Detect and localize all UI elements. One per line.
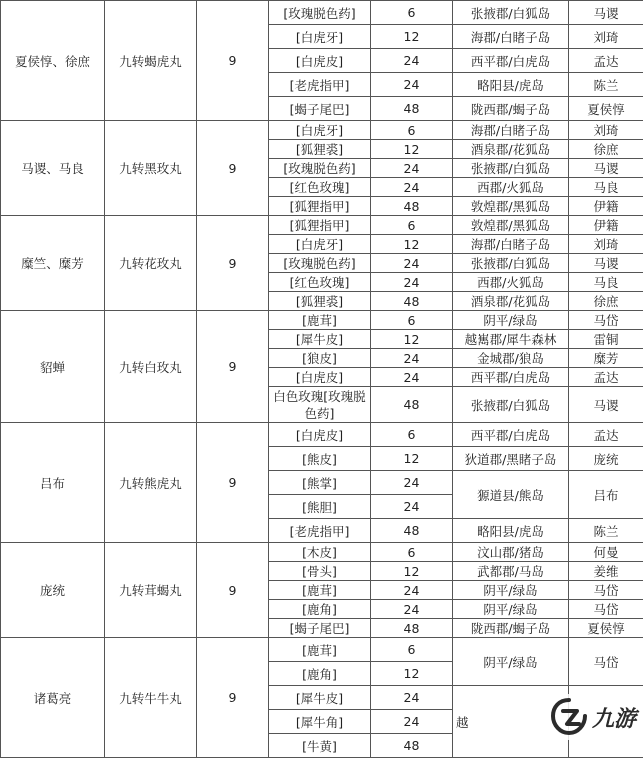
- material-qty: 48: [371, 97, 453, 121]
- material-npc: 陈兰: [569, 73, 643, 97]
- material-place: 酒泉郡/花狐岛: [453, 140, 569, 159]
- table-row: [1, 311, 643, 330]
- material-item: [白虎皮]: [269, 49, 371, 73]
- material-qty: 12: [371, 562, 453, 581]
- material-qty: 48: [371, 734, 453, 758]
- material-place: 狄道郡/黑睹子岛: [453, 447, 569, 471]
- material-place: 阴平/绿岛: [453, 638, 569, 686]
- material-npc: 孟达: [569, 368, 643, 387]
- watermark: [549, 694, 641, 740]
- material-npc: 伊籍: [569, 197, 643, 216]
- material-item: [红色玫瑰]: [269, 273, 371, 292]
- material-qty: 48: [371, 292, 453, 311]
- material-place: 酒泉郡/花狐岛: [453, 292, 569, 311]
- material-npc: 马谡: [569, 387, 643, 423]
- pill-name: 九转熊虎丸: [105, 423, 197, 543]
- material-place: 金城郡/狼岛: [453, 349, 569, 368]
- material-place: 西郡/火狐岛: [453, 273, 569, 292]
- material-place: 敦煌郡/黑狐岛: [453, 216, 569, 235]
- material-qty: 6: [371, 311, 453, 330]
- material-qty: 6: [371, 1, 453, 25]
- material-qty: 24: [371, 710, 453, 734]
- material-qty: 24: [371, 581, 453, 600]
- material-qty: 6: [371, 216, 453, 235]
- table-row: [1, 423, 643, 447]
- table-row: [1, 121, 643, 140]
- material-npc: 刘琦: [569, 25, 643, 49]
- material-qty: 24: [371, 159, 453, 178]
- material-place: 汶山郡/猪岛: [453, 543, 569, 562]
- material-item: [老虎指甲]: [269, 73, 371, 97]
- material-qty: 48: [371, 387, 453, 423]
- material-item: [熊皮]: [269, 447, 371, 471]
- material-npc: 夏侯惇: [569, 97, 643, 121]
- material-qty: 48: [371, 197, 453, 216]
- material-qty: 12: [371, 662, 453, 686]
- material-place: 陇西郡/蝎子岛: [453, 619, 569, 638]
- material-npc: 刘琦: [569, 235, 643, 254]
- material-qty: 6: [371, 121, 453, 140]
- material-place: 敦煌郡/黑狐岛: [453, 197, 569, 216]
- hero-names: 貂蝉: [1, 311, 105, 423]
- hero-names: 糜竺、糜芳: [1, 216, 105, 311]
- jiuyou-logo-icon: [549, 697, 589, 737]
- material-qty: 6: [371, 543, 453, 562]
- material-qty: 24: [371, 600, 453, 619]
- material-npc: 夏侯惇: [569, 619, 643, 638]
- material-npc: 姜维: [569, 562, 643, 581]
- material-npc: 孟达: [569, 49, 643, 73]
- material-item: [白虎牙]: [269, 25, 371, 49]
- watermark-text: 九游: [592, 702, 636, 733]
- pill-level: 9: [197, 1, 269, 121]
- table-row: [1, 216, 643, 235]
- material-place: 略阳县/虎岛: [453, 73, 569, 97]
- material-place: 阴平/绿岛: [453, 311, 569, 330]
- material-place: 海郡/白睹子岛: [453, 121, 569, 140]
- material-item: [犀牛皮]: [269, 330, 371, 349]
- material-qty: 24: [371, 349, 453, 368]
- material-qty: 24: [371, 495, 453, 519]
- material-npc: 伊籍: [569, 216, 643, 235]
- material-qty: 24: [371, 686, 453, 710]
- pill-level: 9: [197, 311, 269, 423]
- material-qty: 24: [371, 254, 453, 273]
- pill-name: 九转茸蝎丸: [105, 543, 197, 638]
- material-npc: 马谡: [569, 159, 643, 178]
- material-item: [白虎皮]: [269, 423, 371, 447]
- material-item: [白虎牙]: [269, 121, 371, 140]
- material-npc: 马岱: [569, 638, 643, 686]
- material-qty: 6: [371, 423, 453, 447]
- material-npc: 徐庶: [569, 292, 643, 311]
- material-item: [狐狸裘]: [269, 292, 371, 311]
- material-place: 陇西郡/蝎子岛: [453, 97, 569, 121]
- material-qty: 12: [371, 330, 453, 349]
- material-npc: 徐庶: [569, 140, 643, 159]
- material-item: [鹿角]: [269, 662, 371, 686]
- material-place: 西平郡/白虎岛: [453, 49, 569, 73]
- material-item: [玫瑰脱色药]: [269, 159, 371, 178]
- material-npc: 何曼: [569, 543, 643, 562]
- table-row: [1, 638, 643, 662]
- material-item: [鹿茸]: [269, 638, 371, 662]
- material-item: [牛黄]: [269, 734, 371, 758]
- material-item: 白色玫瑰[玫瑰脱色药]: [269, 387, 371, 423]
- pill-name: 九转白玫丸: [105, 311, 197, 423]
- material-qty: 12: [371, 235, 453, 254]
- material-place: 张掖郡/白狐岛: [453, 387, 569, 423]
- material-qty: 24: [371, 178, 453, 197]
- hero-names: 庞统: [1, 543, 105, 638]
- material-npc: 马岱: [569, 311, 643, 330]
- material-item: [白虎皮]: [269, 368, 371, 387]
- material-qty: 12: [371, 25, 453, 49]
- material-qty: 12: [371, 140, 453, 159]
- material-qty: 24: [371, 471, 453, 495]
- material-item: [狐狸指甲]: [269, 197, 371, 216]
- material-npc: 马良: [569, 273, 643, 292]
- material-qty: 24: [371, 273, 453, 292]
- pill-level: 9: [197, 638, 269, 758]
- material-place: 张掖郡/白狐岛: [453, 254, 569, 273]
- material-item: [鹿茸]: [269, 311, 371, 330]
- material-npc: 马谡: [569, 254, 643, 273]
- material-npc: 吕布: [569, 471, 643, 519]
- hero-names: 马谡、马良: [1, 121, 105, 216]
- material-qty: 24: [371, 368, 453, 387]
- material-item: [熊掌]: [269, 471, 371, 495]
- material-place: 西郡/火狐岛: [453, 178, 569, 197]
- material-qty: 24: [371, 73, 453, 97]
- table-row: [1, 1, 643, 25]
- material-place: 海郡/白睹子岛: [453, 25, 569, 49]
- pill-name: 九转黑玫丸: [105, 121, 197, 216]
- material-item: [蝎子尾巴]: [269, 97, 371, 121]
- material-place: 西平郡/白虎岛: [453, 368, 569, 387]
- material-item: [狼皮]: [269, 349, 371, 368]
- material-item: [狐狸指甲]: [269, 216, 371, 235]
- material-place: 张掖郡/白狐岛: [453, 1, 569, 25]
- pill-level: 9: [197, 121, 269, 216]
- material-place: 阴平/绿岛: [453, 600, 569, 619]
- material-place: 阴平/绿岛: [453, 581, 569, 600]
- material-npc: 陈兰: [569, 519, 643, 543]
- pill-level: 9: [197, 423, 269, 543]
- material-place: 武都郡/马岛: [453, 562, 569, 581]
- pill-name: 九转蝎虎丸: [105, 1, 197, 121]
- material-item: [老虎指甲]: [269, 519, 371, 543]
- material-item: [犀牛角]: [269, 710, 371, 734]
- material-npc: 马岱: [569, 581, 643, 600]
- pill-level: 9: [197, 216, 269, 311]
- material-place: 越: [453, 686, 569, 758]
- material-item: [狐狸裘]: [269, 140, 371, 159]
- hero-names: 诸葛亮: [1, 638, 105, 758]
- material-item: [白虎牙]: [269, 235, 371, 254]
- material-npc: 马谡: [569, 1, 643, 25]
- material-npc: 马岱: [569, 600, 643, 619]
- material-item: [鹿茸]: [269, 581, 371, 600]
- material-item: [玫瑰脱色药]: [269, 1, 371, 25]
- material-item: [鹿角]: [269, 600, 371, 619]
- table-row: [1, 543, 643, 562]
- material-item: [木皮]: [269, 543, 371, 562]
- material-qty: 6: [371, 638, 453, 662]
- material-place: 獂道县/熊岛: [453, 471, 569, 519]
- material-npc: 雷铜: [569, 330, 643, 349]
- material-npc: 马良: [569, 178, 643, 197]
- material-place: 越嶲郡/犀牛森林: [453, 330, 569, 349]
- material-qty: 24: [371, 49, 453, 73]
- hero-names: 夏侯惇、徐庶: [1, 1, 105, 121]
- material-item: [熊胆]: [269, 495, 371, 519]
- material-item: [红色玫瑰]: [269, 178, 371, 197]
- material-npc: 孟达: [569, 423, 643, 447]
- material-item: [蝎子尾巴]: [269, 619, 371, 638]
- pill-name: 九转牛牛丸: [105, 638, 197, 758]
- material-qty: 48: [371, 519, 453, 543]
- material-item: [骨头]: [269, 562, 371, 581]
- material-item: [犀牛皮]: [269, 686, 371, 710]
- material-place: 海郡/白睹子岛: [453, 235, 569, 254]
- material-npc: 刘琦: [569, 121, 643, 140]
- pill-level: 9: [197, 543, 269, 638]
- material-place: 西平郡/白虎岛: [453, 423, 569, 447]
- pill-name: 九转花玫丸: [105, 216, 197, 311]
- material-place: 略阳县/虎岛: [453, 519, 569, 543]
- hero-names: 吕布: [1, 423, 105, 543]
- material-qty: 12: [371, 447, 453, 471]
- material-item: [玫瑰脱色药]: [269, 254, 371, 273]
- material-qty: 48: [371, 619, 453, 638]
- material-place: 张掖郡/白狐岛: [453, 159, 569, 178]
- material-npc: 糜芳: [569, 349, 643, 368]
- material-npc: 庞统: [569, 447, 643, 471]
